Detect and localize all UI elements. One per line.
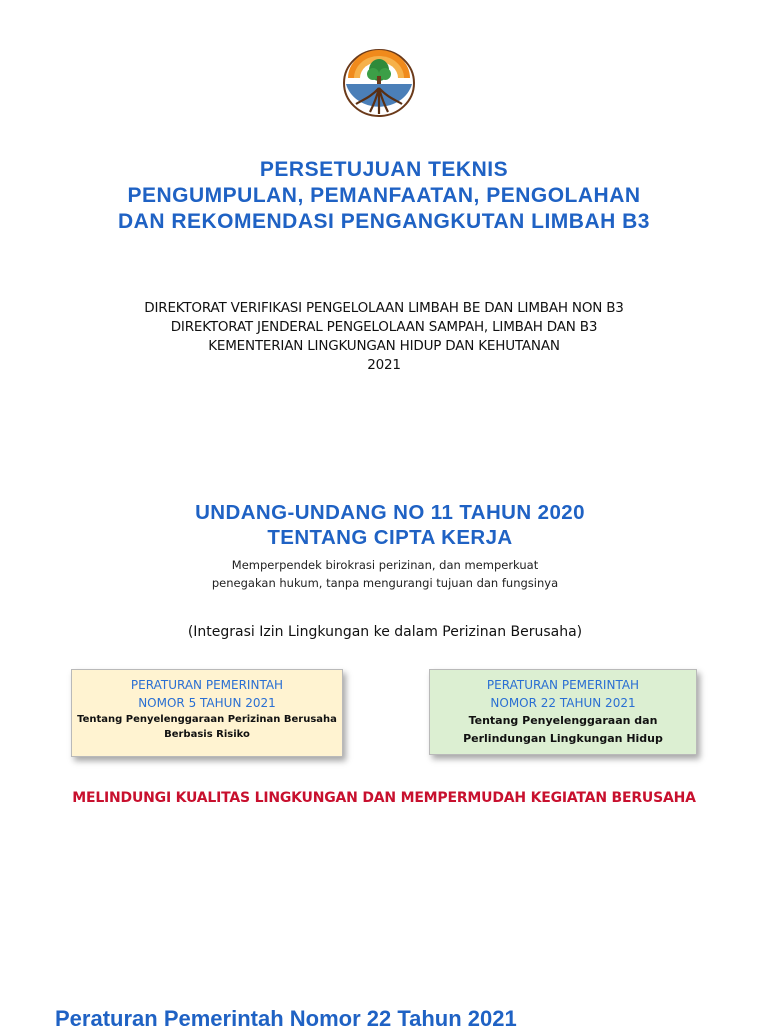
regulation-head: PERATURAN PEMERINTAH [486, 678, 640, 692]
directorate-line: DIREKTORAT JENDERAL PENGELOLAAN SAMPAH, LIMBAH DAN B3 [170, 319, 598, 335]
law-description-line: penegakan hukum, tanpa mengurangi tujuan dan fungsinya [211, 576, 559, 590]
law-title-line: UNDANG-UNDANG NO 11 TAHUN 2020 [195, 501, 585, 524]
title-line: DAN REKOMENDASI PENGANGKUTAN LIMBAH B3 [118, 210, 650, 233]
directorate-block [0, 299, 768, 375]
regulation-subject: Berbasis Risiko [164, 729, 250, 740]
law-description-line: Memperpendek birokrasi perizinan, dan memperkuat [231, 558, 539, 572]
directorate-line: KEMENTERIAN LINGKUNGAN HIDUP DAN KEHUTANAN [208, 338, 560, 354]
law-description [0, 556, 768, 592]
regulation-head: PERATURAN PEMERINTAH [130, 678, 284, 692]
law-title-line: TENTANG CIPTA KERJA [267, 526, 513, 549]
regulation-box-pp5 [71, 669, 343, 757]
ministry-logo-icon [340, 48, 418, 118]
regulation-subject: Tentang Penyelenggaraan Perizinan Berusaha [77, 714, 337, 725]
directorate-line: DIREKTORAT VERIFIKASI PENGELOLAAN LIMBAH BE DAN LIMBAH NON B3 [144, 300, 624, 316]
integration-note: (Integrasi Izin Lingkungan ke dalam Perizinan Berusaha) [187, 624, 583, 640]
regulation-subject: Tentang Penyelenggaraan dan [468, 714, 658, 727]
next-page-title: Peraturan Pemerintah Nomor 22 Tahun 2021 [55, 1006, 517, 1031]
law-title [0, 500, 768, 550]
page-title [0, 157, 768, 235]
regulation-box-pp22 [429, 669, 697, 755]
year-label: 2021 [367, 357, 401, 373]
slogan: MELINDUNGI KUALITAS LINGKUNGAN DAN MEMPERMUDAH KEGIATAN BERUSAHA [72, 790, 696, 806]
title-line: PERSETUJUAN TEKNIS [259, 158, 509, 181]
regulation-number: NOMOR 5 TAHUN 2021 [138, 696, 276, 710]
regulation-subject: Perlindungan Lingkungan Hidup [463, 732, 663, 745]
title-line: PENGUMPULAN, PEMANFAATAN, PENGOLAHAN [127, 184, 641, 207]
regulation-number: NOMOR 22 TAHUN 2021 [490, 696, 636, 710]
